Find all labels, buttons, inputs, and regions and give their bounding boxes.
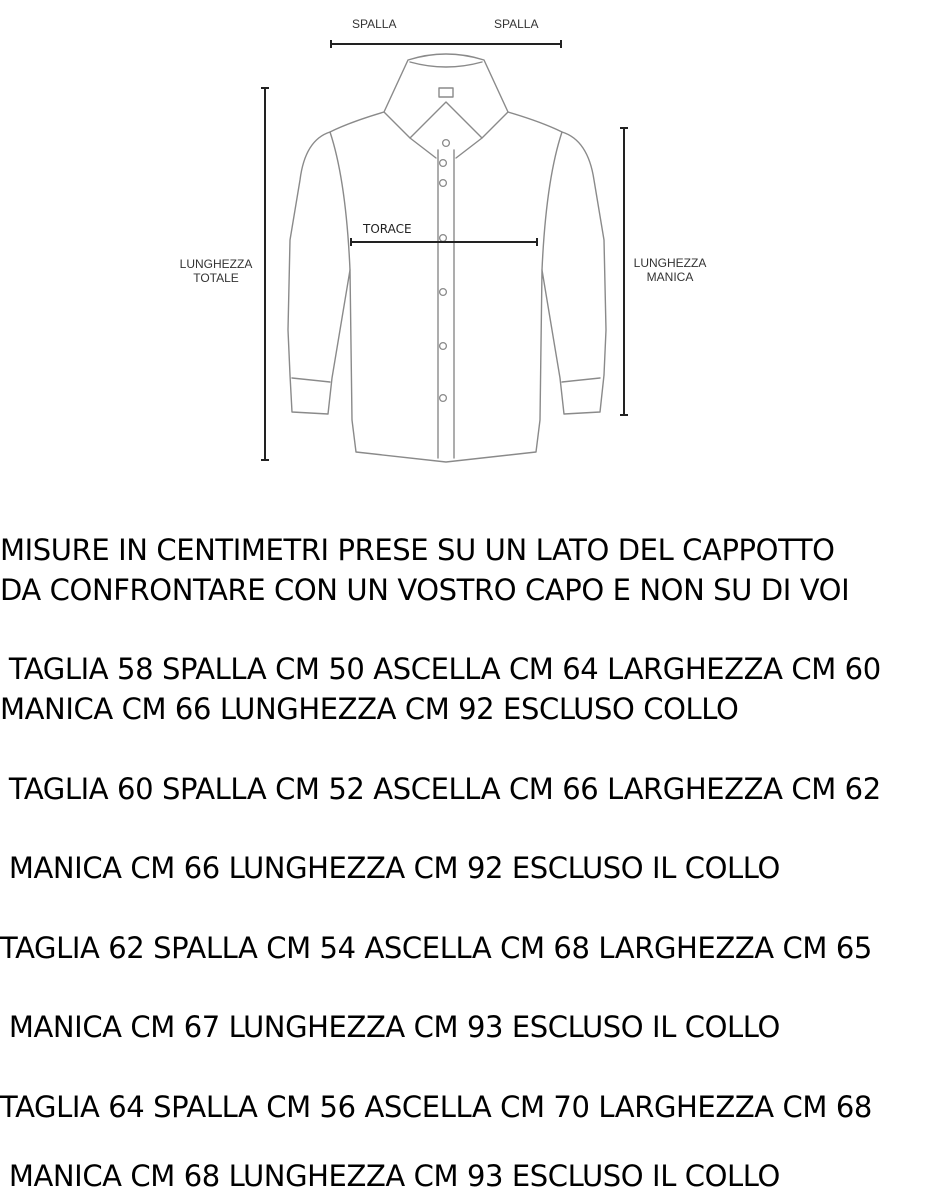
- shirt-measurement-diagram: [0, 0, 942, 500]
- button-icon: [443, 140, 450, 147]
- size-58-line-1: TAGLIA 58 SPALLA CM 50 ASCELLA CM 64 LARGHEZZA CM 60: [0, 652, 881, 686]
- shirt-drawing: [0, 0, 942, 500]
- button-icon: [440, 180, 447, 187]
- label-spalla-left: SPALLA: [352, 17, 397, 31]
- intro-line-1: MISURE IN CENTIMETRI PRESE SU UN LATO DEL CAPPOTTO: [0, 533, 835, 567]
- size-58-line-2: MANICA CM 66 LUNGHEZZA CM 92 ESCLUSO COLLO: [0, 692, 739, 726]
- label-lunghezza-manica: [630, 256, 710, 284]
- label-lunghezza-totale: [176, 257, 256, 285]
- button-icon: [440, 395, 447, 402]
- label-lunghezza-manica-line1: LUNGHEZZA: [633, 256, 707, 270]
- size-62-line-2: MANICA CM 67 LUNGHEZZA CM 93 ESCLUSO IL COLLO: [0, 1010, 780, 1044]
- button-icon: [440, 343, 447, 350]
- label-lunghezza-manica-line2: MANICA: [646, 270, 694, 284]
- collar-tag: [439, 88, 453, 97]
- size-64-line-2: MANICA CM 68 LUNGHEZZA CM 93 ESCLUSO IL COLLO: [0, 1159, 780, 1193]
- label-torace: TORACE: [363, 222, 412, 236]
- label-lunghezza-totale-line1: LUNGHEZZA: [179, 257, 253, 271]
- button-icon: [440, 289, 447, 296]
- size-60-line-2: MANICA CM 66 LUNGHEZZA CM 92 ESCLUSO IL COLLO: [0, 851, 780, 885]
- size-64-line-1: TAGLIA 64 SPALLA CM 56 ASCELLA CM 70 LARGHEZZA CM 68: [0, 1090, 872, 1124]
- intro-line-2: DA CONFRONTARE CON UN VOSTRO CAPO E NON SU DI VOI: [0, 573, 850, 607]
- label-lunghezza-totale-line2: TOTALE: [193, 271, 239, 285]
- button-icon: [440, 235, 447, 242]
- body-outline: [288, 112, 606, 462]
- button-icon: [440, 160, 447, 167]
- size-62-line-1: TAGLIA 62 SPALLA CM 54 ASCELLA CM 68 LARGHEZZA CM 65: [0, 931, 872, 965]
- size-60-line-1: TAGLIA 60 SPALLA CM 52 ASCELLA CM 66 LARGHEZZA CM 62: [0, 772, 881, 806]
- label-spalla-right: SPALLA: [494, 17, 539, 31]
